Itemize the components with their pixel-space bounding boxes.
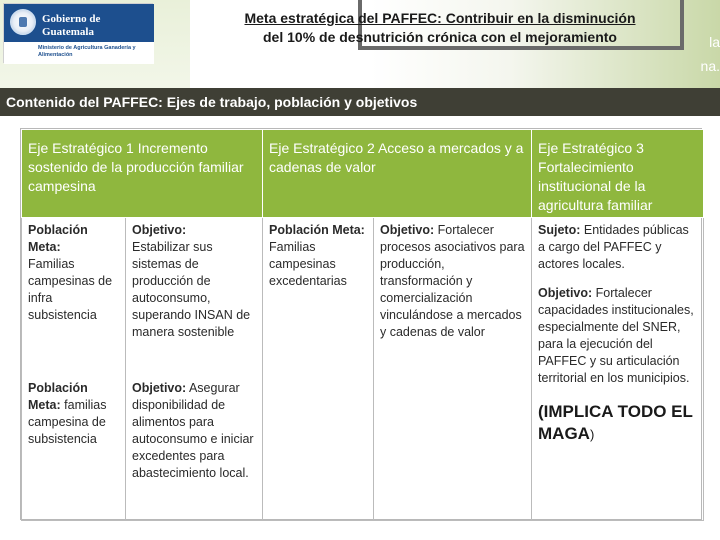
eje-1-objetivo-1-label: Objetivo:	[132, 223, 187, 237]
eje-2-poblacion	[263, 218, 374, 521]
eje-2-poblacion-text: Familias campesinas excedentarias	[269, 240, 347, 288]
eje-2-poblacion-label: Población Meta:	[269, 223, 365, 237]
eje-1-poblacion-2-text: familias campesina de subsistencia	[28, 397, 107, 446]
eje-1-header: Eje Estratégico 1 Incremento sostenido de la producción familiar campesina	[22, 130, 263, 218]
ejes-table	[21, 129, 704, 521]
eje-3-sujeto-label: Sujeto:	[538, 223, 581, 237]
page-title-line-2: del 10% de desnutrición crónica con el mejoramiento	[263, 29, 617, 45]
title-faded-tail-2: na.	[700, 58, 720, 74]
ejes-table-container	[20, 128, 702, 520]
gobierno-guatemala-logo	[3, 3, 153, 63]
eje-1-poblacion-1	[22, 218, 126, 376]
eje-3-sujeto-text: Entidades públicas a cargo del PAFFEC y actores locales.	[538, 223, 689, 271]
eje-2-objetivo	[374, 218, 532, 521]
eje-2-header: Eje Estratégico 2 Acceso a mercados y a cadenas de valor	[263, 130, 532, 218]
eje-1-poblacion-2	[22, 376, 126, 521]
eje-1-poblacion-2-label: Población Meta:	[28, 380, 88, 412]
eje-3-note-text: (IMPLICA TODO EL MAGA	[538, 402, 693, 443]
coat-of-arms-icon	[10, 9, 36, 35]
eje-1-objetivo-2-text: Asegurar disponibilidad de alimentos para autoconsumo e iniciar excedentes para abastecimiento local.	[132, 380, 254, 480]
logo-title: Gobierno de Guatemala	[42, 13, 101, 38]
eje-3-sujeto	[538, 222, 698, 273]
eje-3-spacer	[538, 273, 698, 285]
eje-3-note-close: )	[589, 427, 595, 442]
eje-2-objetivo-text: Fortalecer procesos asociativos para producción, transformación y comercialización vinculándose a mercados y cadenas de valor	[380, 223, 525, 339]
section-banner-text: Contenido del PAFFEC: Ejes de trabajo, población y objetivos	[6, 94, 418, 110]
title-faded-tail	[660, 30, 720, 78]
eje-3-objetivo-text: Fortalecer capacidades institucionales, especialmente del SNER, para la ejecución del PAFFEC y su articulación territorial en los municipios.	[538, 286, 694, 385]
eje-1-objetivo-1	[126, 218, 263, 376]
eje-1-poblacion-1-label: Población Meta:	[28, 223, 88, 254]
table-row	[22, 218, 704, 376]
title-faded-tail-1: la	[709, 34, 720, 50]
eje-1-objetivo-2	[126, 376, 263, 521]
eje-1-poblacion-1-text: Familias campesinas de infra subsistencia	[28, 257, 113, 322]
eje-3-objetivo-label: Objetivo:	[538, 286, 593, 300]
eje-3-content	[532, 218, 704, 521]
eje-3-note	[538, 401, 698, 446]
logo-subtitle: Ministerio de Agricultura Ganadería y Alimentación	[38, 45, 136, 58]
eje-3-header: Eje Estratégico 3 Fortalecimiento institucional de la agricultura familiar	[532, 130, 704, 218]
page-title-line-1: Meta estratégica del PAFFEC: Contribuir en la disminución	[244, 10, 636, 26]
page-title	[160, 9, 720, 47]
eje-3-objetivo	[538, 285, 698, 387]
section-banner	[0, 88, 720, 116]
table-header-row	[22, 130, 704, 218]
eje-2-objetivo-label: Objetivo:	[380, 223, 435, 237]
eje-1-objetivo-1-text: Estabilizar sus sistemas de producción de autoconsumo, superando INSAN de manera sostenible	[132, 240, 251, 339]
eje-1-objetivo-2-label: Objetivo:	[132, 380, 187, 395]
